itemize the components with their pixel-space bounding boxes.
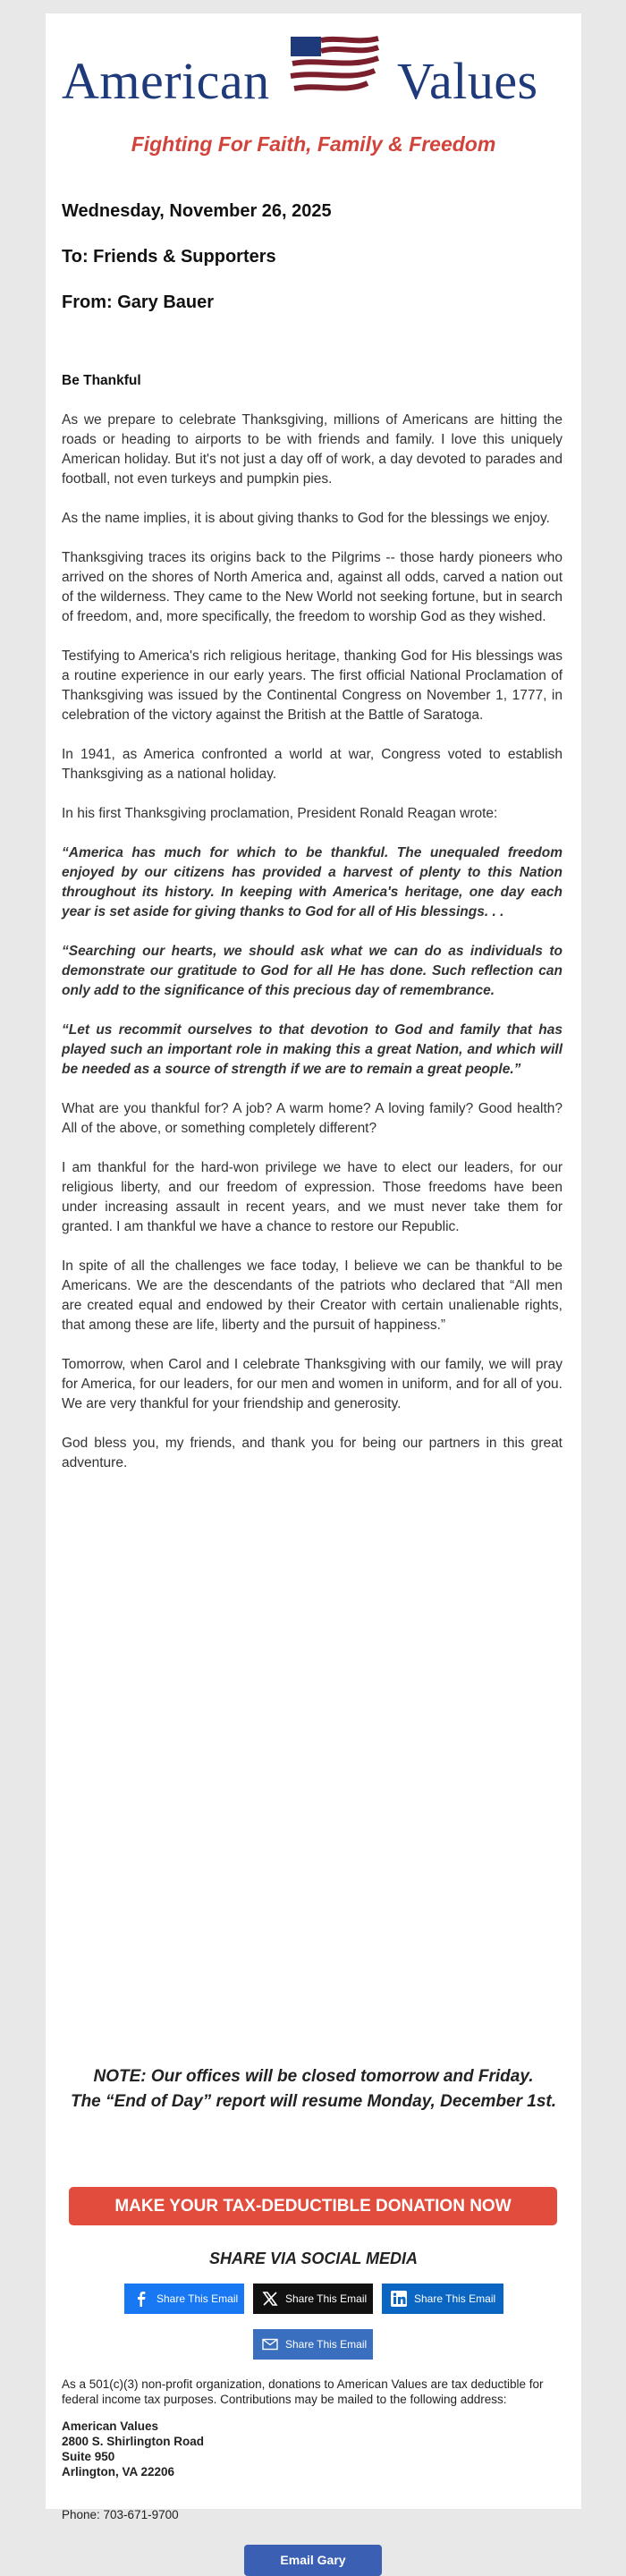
paragraph: I am thankful for the hard-won privilege we have to elect our leaders, for our religious liberty, and our freedom of expression. Those freedoms have been under increasing assault in recent years, and we must never take them for granted. I am thankful we have a chance to restore our Republic. xyxy=(62,1160,563,1234)
donate-button[interactable]: MAKE YOUR TAX-DEDUCTIBLE DONATION NOW xyxy=(69,2187,557,2225)
logo-word-american: American xyxy=(62,52,270,110)
paragraph: In his first Thanksgiving proclamation, President Ronald Reagan wrote: xyxy=(62,806,498,821)
address-street: 2800 S. Shirlington Road xyxy=(62,2435,205,2448)
from-line: From: Gary Bauer xyxy=(62,292,215,312)
paragraph: As we prepare to celebrate Thanksgiving, millions of Americans are hitting the roads or heading to airports to be with friends and family. I love this uniquely American holiday. But it's not just a day off of work, a day devoted to parades and football, not even turkeys and pumpkin pies. xyxy=(62,412,563,487)
note-line-1: NOTE: Our offices will be closed tomorrow and Friday. xyxy=(93,2067,534,2086)
share-label: Share This Email xyxy=(285,2292,368,2305)
tax-notice: As a 501(c)(3) non-profit organization, donations to American Values are tax deductible for federal income tax purposes. Contributions may be mailed to the following address: xyxy=(62,2377,544,2406)
share-label: Share This Email xyxy=(414,2292,496,2305)
note-line-2: The “End of Day” report will resume Monday, December 1st. xyxy=(70,2092,557,2111)
to-line: To: Friends & Supporters xyxy=(62,247,276,267)
share-label: Share This Email xyxy=(285,2338,368,2351)
mailing-address xyxy=(62,2419,563,2479)
facebook-icon xyxy=(133,2291,149,2307)
share-x-button[interactable] xyxy=(253,2284,373,2314)
paragraph: Testifying to America's rich religious heritage, thanking God for His blessings was a routine experience in our early years. The first official National Proclamation of Thanksgiving was issued by the Continental Congress on November 1, 1777, in celebration of the victory against the British at the Battle of Saratoga. xyxy=(62,648,563,723)
phone-number: Phone: 703-671-9700 xyxy=(62,2508,179,2521)
share-facebook-button[interactable] xyxy=(124,2284,244,2314)
email-card xyxy=(46,13,581,2521)
share-linkedin-button[interactable] xyxy=(382,2284,503,2314)
paragraph: In spite of all the challenges we face today, I believe we can be thankful to be Americans. We are the descendants of the patriots who declared that “All men are created equal and endowed by their Creator with certain unalienable rights, that among these are life, liberty and the pursuit of happiness.” xyxy=(62,1258,563,1333)
envelope-icon xyxy=(262,2336,278,2352)
email-gary-button[interactable]: Email Gary xyxy=(244,2545,382,2576)
date-line: Wednesday, November 26, 2025 xyxy=(62,201,332,221)
paragraph: What are you thankful for? A job? A warm home? A loving family? Good health? All of the above, or something completely different? xyxy=(62,1101,563,1136)
american-values-logo[interactable] xyxy=(62,26,563,110)
address-city: Arlington, VA 22206 xyxy=(62,2465,175,2479)
x-logo-icon xyxy=(262,2291,278,2307)
office-closed-note xyxy=(46,2064,581,2114)
paragraph: As the name implies, it is about giving thanks to God for the blessings we enjoy. xyxy=(62,511,550,526)
logo-word-values: Values xyxy=(397,52,538,110)
reagan-quote: “Let us recommit ourselves to that devotion to God and family that has played such an important role in making this a great Nation, and which will be needed as a source of strength if we are to remain a great people.” xyxy=(62,1022,563,1077)
share-heading: SHARE VIA SOCIAL MEDIA xyxy=(208,2250,419,2267)
share-email-button[interactable] xyxy=(253,2329,373,2360)
paragraph: Thanksgiving traces its origins back to the Pilgrims -- those hardy pioneers who arrived on the shores of North America and, against all odds, carved a nation out of the wilderness. They came to the New World not seeking fortune, but in search of freedom, and, more specifically, the freedom to worship God as they wished. xyxy=(62,550,563,624)
linkedin-icon xyxy=(391,2291,407,2307)
subject-heading: Be Thankful xyxy=(62,373,141,388)
address-name: American Values xyxy=(62,2419,159,2433)
share-label: Share This Email xyxy=(156,2292,239,2305)
reagan-quote: “America has much for which to be thankful. The unequaled freedom enjoyed by our citizens has provided a harvest of plenty to this Nation throughout its history. In keeping with America's heritage, one day each year is set aside for giving thanks to God for all of His blessings. . . xyxy=(62,845,563,919)
paragraph: Tomorrow, when Carol and I celebrate Thanksgiving with our family, we will pray for America, for our leaders, for our men and women in uniform, and for all of you. We are very thankful for your friendship and generosity. xyxy=(62,1357,563,1411)
paragraph: In 1941, as America confronted a world at war, Congress voted to establish Thanksgiving as a national holiday. xyxy=(62,747,563,782)
address-suite: Suite 950 xyxy=(62,2450,115,2463)
tagline: Fighting For Faith, Family & Freedom xyxy=(131,132,496,156)
flag-logo-icon xyxy=(285,35,384,99)
reagan-quote: “Searching our hearts, we should ask what we can do as individuals to demonstrate our gratitude to God for all He has done. Such reflection can only add to the significance of this precious day of remembrance. xyxy=(62,944,563,998)
paragraph: God bless you, my friends, and thank you for being our partners in this great adventure. xyxy=(62,1436,563,1470)
letter-body xyxy=(62,371,563,1493)
